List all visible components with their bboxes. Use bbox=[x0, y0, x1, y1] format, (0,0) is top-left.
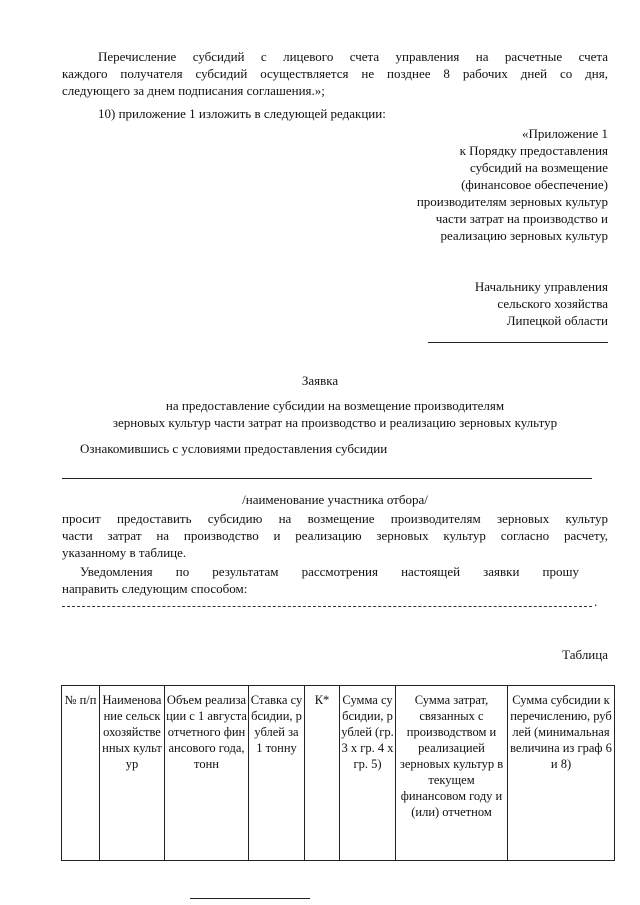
header-col-6: Сумма субсидии, рублей (гр. 3 х гр. 4 х гр. 5) bbox=[340, 686, 396, 861]
appendix-line-7: реализацию зерновых культур bbox=[440, 228, 608, 243]
addressee-underline bbox=[428, 342, 608, 343]
header-col-3: Объем реализации с 1 августа отчетного финансового года, тонн bbox=[165, 686, 249, 861]
header-col-2: Наименование сельскохозяйственных культур bbox=[100, 686, 165, 861]
request-line-2: части затрат на производство и реализацию зерновых культур согласно расчету, bbox=[62, 528, 608, 543]
addressee-line-3: Липецкой области bbox=[506, 313, 608, 328]
participant-name-line bbox=[62, 478, 592, 479]
participant-caption: /наименование участника отбора/ bbox=[242, 492, 428, 507]
appendix-line-2: к Порядку предоставления bbox=[459, 143, 608, 158]
header-col-5: К* bbox=[305, 686, 340, 861]
item-10-text: 10) приложение 1 изложить в следующей редакции: bbox=[98, 106, 386, 121]
appendix-line-5: производителям зерновых культур bbox=[416, 194, 608, 209]
request-line-3: указанному в таблице. bbox=[62, 545, 187, 560]
notify-line-2: направить следующим способом: bbox=[62, 581, 248, 596]
notify-line-end: . bbox=[594, 594, 598, 609]
header-col-4: Ставка субсидии, рублей за 1 тонну bbox=[249, 686, 305, 861]
table-label: Таблица bbox=[562, 647, 608, 662]
subtitle-line-1: на предоставление субсидии на возмещение производителям bbox=[165, 398, 505, 413]
addressee-line-1: Начальнику управления bbox=[474, 279, 608, 294]
paragraph-1-line-2: каждого получателя субсидий осуществляется не позднее 8 рабочих дней со дня, bbox=[62, 66, 608, 81]
appendix-line-1: «Приложение 1 bbox=[521, 126, 608, 141]
header-col-8: Сумма субсидии к перечислению, рублей (минимальная величина из граф 6 и 8) bbox=[508, 686, 615, 861]
request-line-1: просит предоставить субсидию на возмещение производителям зерновых культур bbox=[62, 511, 608, 526]
addressee-line-2: сельского хозяйства bbox=[497, 296, 608, 311]
paragraph-1-line-3: следующего за днем подписания соглашения.»; bbox=[62, 83, 325, 98]
bottom-rule bbox=[190, 898, 310, 899]
header-col-1: № п/п bbox=[62, 686, 100, 861]
appendix-line-6: части затрат на производство и bbox=[435, 211, 608, 226]
appendix-line-4: (финансовое обеспечение) bbox=[461, 177, 608, 192]
subtitle-line-2: зерновых культур части затрат на производство и реализацию зерновых культур bbox=[112, 415, 558, 430]
header-col-7: Сумма затрат, связанных с производством и реализацией зерновых культур в текущем финансовом году и (или) отчетном bbox=[396, 686, 508, 861]
notify-line-1: Уведомления по результатам рассмотрения настоящей заявки прошу bbox=[80, 564, 579, 579]
notify-method-line bbox=[62, 606, 592, 607]
paragraph-1-line-1: Перечисление субсидий с лицевого счета управления на расчетные счета bbox=[98, 49, 608, 64]
appendix-line-3: субсидий на возмещение bbox=[470, 160, 608, 175]
page-title: Заявка bbox=[301, 373, 339, 388]
table-header-row bbox=[62, 686, 615, 861]
intro-text: Ознакомившись с условиями предоставления субсидии bbox=[80, 441, 388, 456]
subsidy-table bbox=[61, 685, 615, 861]
